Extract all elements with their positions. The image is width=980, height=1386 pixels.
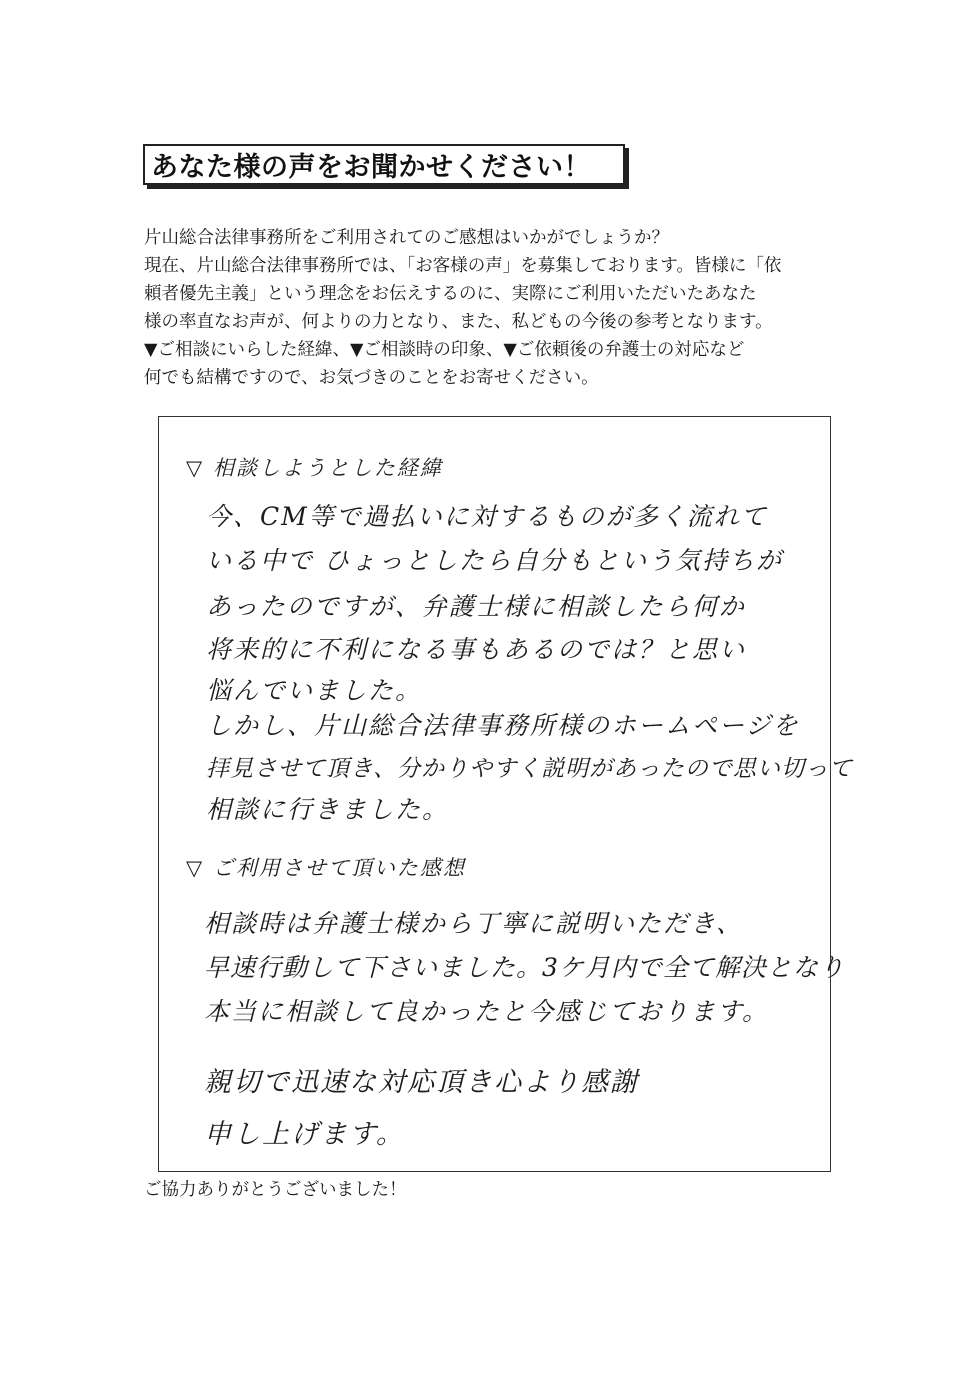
- intro-line: 頼者優先主義」という理念をお伝えするのに、実際にご利用いただいたあなた: [144, 284, 757, 304]
- handwritten-line: 拝見させて頂き、分かりやすく説明があったので思い切って: [206, 756, 853, 782]
- handwritten-line: あったのですが、弁護士様に相談したら何か: [206, 592, 746, 621]
- section-heading-circumstances: ▽ 相談しようとした経緯: [186, 456, 443, 480]
- handwritten-line: しかし、片山総合法律事務所様のホームページを: [206, 711, 800, 740]
- intro-line: 片山総合法律事務所をご利用されてのご感想はいかがでしょうか？: [144, 228, 669, 248]
- handwritten-line: 本当に相談して良かったと今感じております。: [204, 997, 770, 1026]
- intro-line: 現在、片山総合法律事務所では、「お客様の声」を募集しております。皆様に「依: [144, 256, 782, 276]
- handwritten-line: 申し上げます。: [204, 1119, 405, 1150]
- handwritten-line: 将来的に不利になる事もあるのでは？と思い: [206, 635, 747, 664]
- intro-line: 何でも結構ですので、お気づきのことをお寄せください。: [144, 368, 599, 388]
- handwritten-line: 親切で迅速な対応頂き心より感謝: [204, 1067, 639, 1098]
- page-title: あなた様の声をお聞かせください！: [143, 144, 625, 185]
- handwritten-line: 相談に行きました。: [206, 795, 450, 824]
- handwritten-line: 悩んでいました。: [206, 676, 423, 705]
- closing-thanks: ご協力ありがとうございました！: [144, 1180, 407, 1200]
- handwritten-line: 早速行動して下さいました。3ケ月内で全て解決となり: [204, 953, 845, 982]
- intro-line: 様の率直なお声が、何よりの力となり、また、私どもの今後の参考となります。: [144, 312, 773, 332]
- section-heading-impressions: ▽ ご利用させて頂いた感想: [186, 856, 466, 880]
- handwritten-line: いる中で ひょっとしたら自分もという気持ちが: [206, 546, 783, 575]
- intro-text: [144, 224, 864, 392]
- handwritten-line: 今、CM等で過払いに対するものが多く流れて: [206, 502, 768, 531]
- handwritten-line: 相談時は弁護士様から丁寧に説明いただき、: [204, 909, 744, 938]
- intro-line: ▼ご相談にいらした経緯、▼ご相談時の印象、▼ご依頼後の弁護士の対応など: [144, 340, 745, 360]
